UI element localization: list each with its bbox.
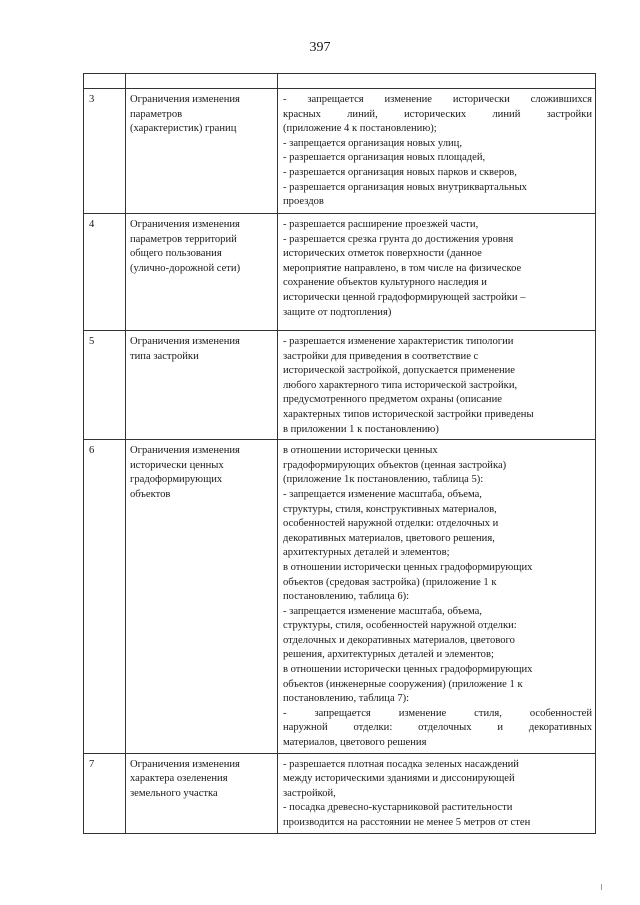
- row-text-line: отделочных и декоративных материалов, цветового: [283, 634, 515, 646]
- row-title-line: объектов: [130, 488, 171, 500]
- row-text-line: любого характерного типа исторической застройки,: [283, 379, 518, 391]
- row-title: [126, 331, 278, 440]
- row-number: 6: [84, 440, 126, 753]
- row-text-line: - разрешается организация новых площадей,: [283, 152, 486, 164]
- row-title-line: Ограничения изменения: [130, 758, 240, 770]
- row-title-line: градоформирующих: [130, 474, 223, 486]
- row-title-line: Ограничения изменения: [130, 219, 240, 230]
- row-text-line: в отношении исторически ценных градоформирующих: [283, 664, 533, 676]
- row-title-line: параметров территорий: [130, 233, 237, 245]
- row-number: 5: [84, 331, 126, 440]
- row-text: [278, 440, 596, 753]
- row-text: [278, 214, 596, 331]
- row-text-line: в отношении исторически ценных: [283, 445, 438, 457]
- table-row: [84, 214, 596, 331]
- row-title-line: характера озеленения: [130, 773, 228, 785]
- table-row: [84, 440, 596, 753]
- row-text-line: - разрешается расширение проезжей части,: [283, 219, 479, 230]
- row-text-line: материалов, цветового решения: [283, 737, 427, 749]
- row-text-line: - запрещается изменение стиля, особенностей: [283, 707, 592, 719]
- row-text-line: структуры, стиля, конструктивных материалов,: [283, 503, 497, 515]
- row-text-line: между историческими зданиями и диссонирующей: [283, 773, 515, 785]
- page-number: 397: [309, 40, 331, 55]
- row-title-line: Ограничения изменения: [130, 94, 240, 105]
- row-text-line: в приложении 1 к постановлению): [283, 423, 439, 435]
- row-title: [126, 214, 278, 331]
- row-text: [278, 89, 596, 214]
- table-header-row: [84, 74, 596, 89]
- row-text-line: предусмотренного предметом охраны (описание: [283, 394, 502, 406]
- row-text-line: решения, архитектурных деталей и элементов;: [283, 649, 494, 661]
- row-text-line: - разрешается плотная посадка зеленых насаждений: [283, 758, 519, 770]
- row-text-line: сохранение объектов культурного наследия и: [283, 277, 487, 289]
- row-text-line: производится на расстоянии не менее 5 метров от стен: [283, 817, 531, 828]
- row-title-line: исторически ценных: [130, 459, 224, 471]
- row-text-line: структуры, стиля, особенностей наружной отделки:: [283, 620, 517, 632]
- row-text-line: - разрешается организация новых внутриквартальных: [283, 181, 527, 193]
- row-text: [278, 331, 596, 440]
- row-title-line: (улично-дорожной сети): [130, 262, 241, 274]
- row-text-line: застройкой,: [283, 787, 336, 799]
- header-cell: [278, 74, 596, 89]
- row-text-line: постановлению, таблица 6):: [283, 591, 410, 603]
- table-row: [84, 331, 596, 440]
- row-text-line: особенностей наружной отделки: отделочных и: [283, 518, 499, 530]
- row-title: [126, 89, 278, 214]
- row-text-line: (приложение 4 к постановлению);: [283, 123, 437, 135]
- row-title-line: (характеристик) границ: [130, 123, 237, 135]
- row-text-line: характерных типов исторической застройки приведены: [283, 408, 534, 420]
- row-text-line: наружной отделки: отделочных и декоративных: [283, 722, 592, 734]
- row-number: 4: [84, 214, 126, 331]
- row-text-line: красных линий, исторических линий застройки: [283, 108, 592, 120]
- row-text-line: - запрещается изменение масштаба, объема,: [283, 488, 482, 500]
- scan-mark: [601, 884, 602, 890]
- row-text-line: - разрешается организация новых парков и скверов,: [283, 166, 517, 178]
- row-text-line: - запрещается изменение масштаба, объема,: [283, 605, 482, 617]
- header-cell: [126, 74, 278, 89]
- row-text-line: - разрешается изменение характеристик типологии: [283, 336, 514, 347]
- table-row: [84, 89, 596, 214]
- row-text-line: мероприятие направлено, в том числе на физическое: [283, 262, 522, 274]
- row-text-line: проездов: [283, 196, 324, 208]
- row-text-line: (приложение 1к постановлению, таблица 5):: [283, 474, 484, 486]
- row-text-line: исторически ценной градоформирующей застройки –: [283, 291, 526, 303]
- row-title-line: общего пользования: [130, 248, 222, 260]
- row-text-line: исторических отметок поверхности (данное: [283, 248, 482, 260]
- row-text-line: декоративных материалов, цветового решения,: [283, 532, 495, 544]
- row-text-line: архитектурных деталей и элементов;: [283, 547, 450, 559]
- row-title-line: типа застройки: [130, 350, 199, 362]
- row-text-line: постановлению, таблица 7):: [283, 693, 410, 705]
- restrictions-table: [83, 73, 596, 834]
- row-number: 3: [84, 89, 126, 214]
- row-text-line: - посадка древесно-кустарниковой растительности: [283, 802, 513, 814]
- row-text-line: исторической застройкой, допускается применение: [283, 365, 516, 377]
- table-row: [84, 753, 596, 833]
- row-title: [126, 440, 278, 753]
- row-title-line: параметров: [130, 108, 183, 120]
- row-text-line: объектов (инженерные сооружения) (приложение 1 к: [283, 678, 523, 690]
- row-text: [278, 753, 596, 833]
- row-text-line: градоформирующих объектов (ценная застройка): [283, 459, 507, 471]
- row-title-line: Ограничения изменения: [130, 336, 240, 347]
- row-number: 7: [84, 753, 126, 833]
- row-text-line: - запрещается организация новых улиц,: [283, 137, 462, 149]
- header-cell: [84, 74, 126, 89]
- row-text-line: застройки для приведения в соответствие с: [283, 350, 479, 362]
- row-title: [126, 753, 278, 833]
- row-text-line: - запрещается изменение исторически сложившихся: [283, 94, 592, 105]
- row-title-line: земельного участка: [130, 787, 218, 799]
- row-text-line: объектов (средовая застройка) (приложение 1 к: [283, 576, 497, 588]
- row-text-line: защите от подтопления): [283, 306, 392, 318]
- row-title-line: Ограничения изменения: [130, 445, 240, 457]
- row-text-line: в отношении исторически ценных градоформирующих: [283, 561, 533, 573]
- row-text-line: - разрешается срезка грунта до достижения уровня: [283, 233, 514, 245]
